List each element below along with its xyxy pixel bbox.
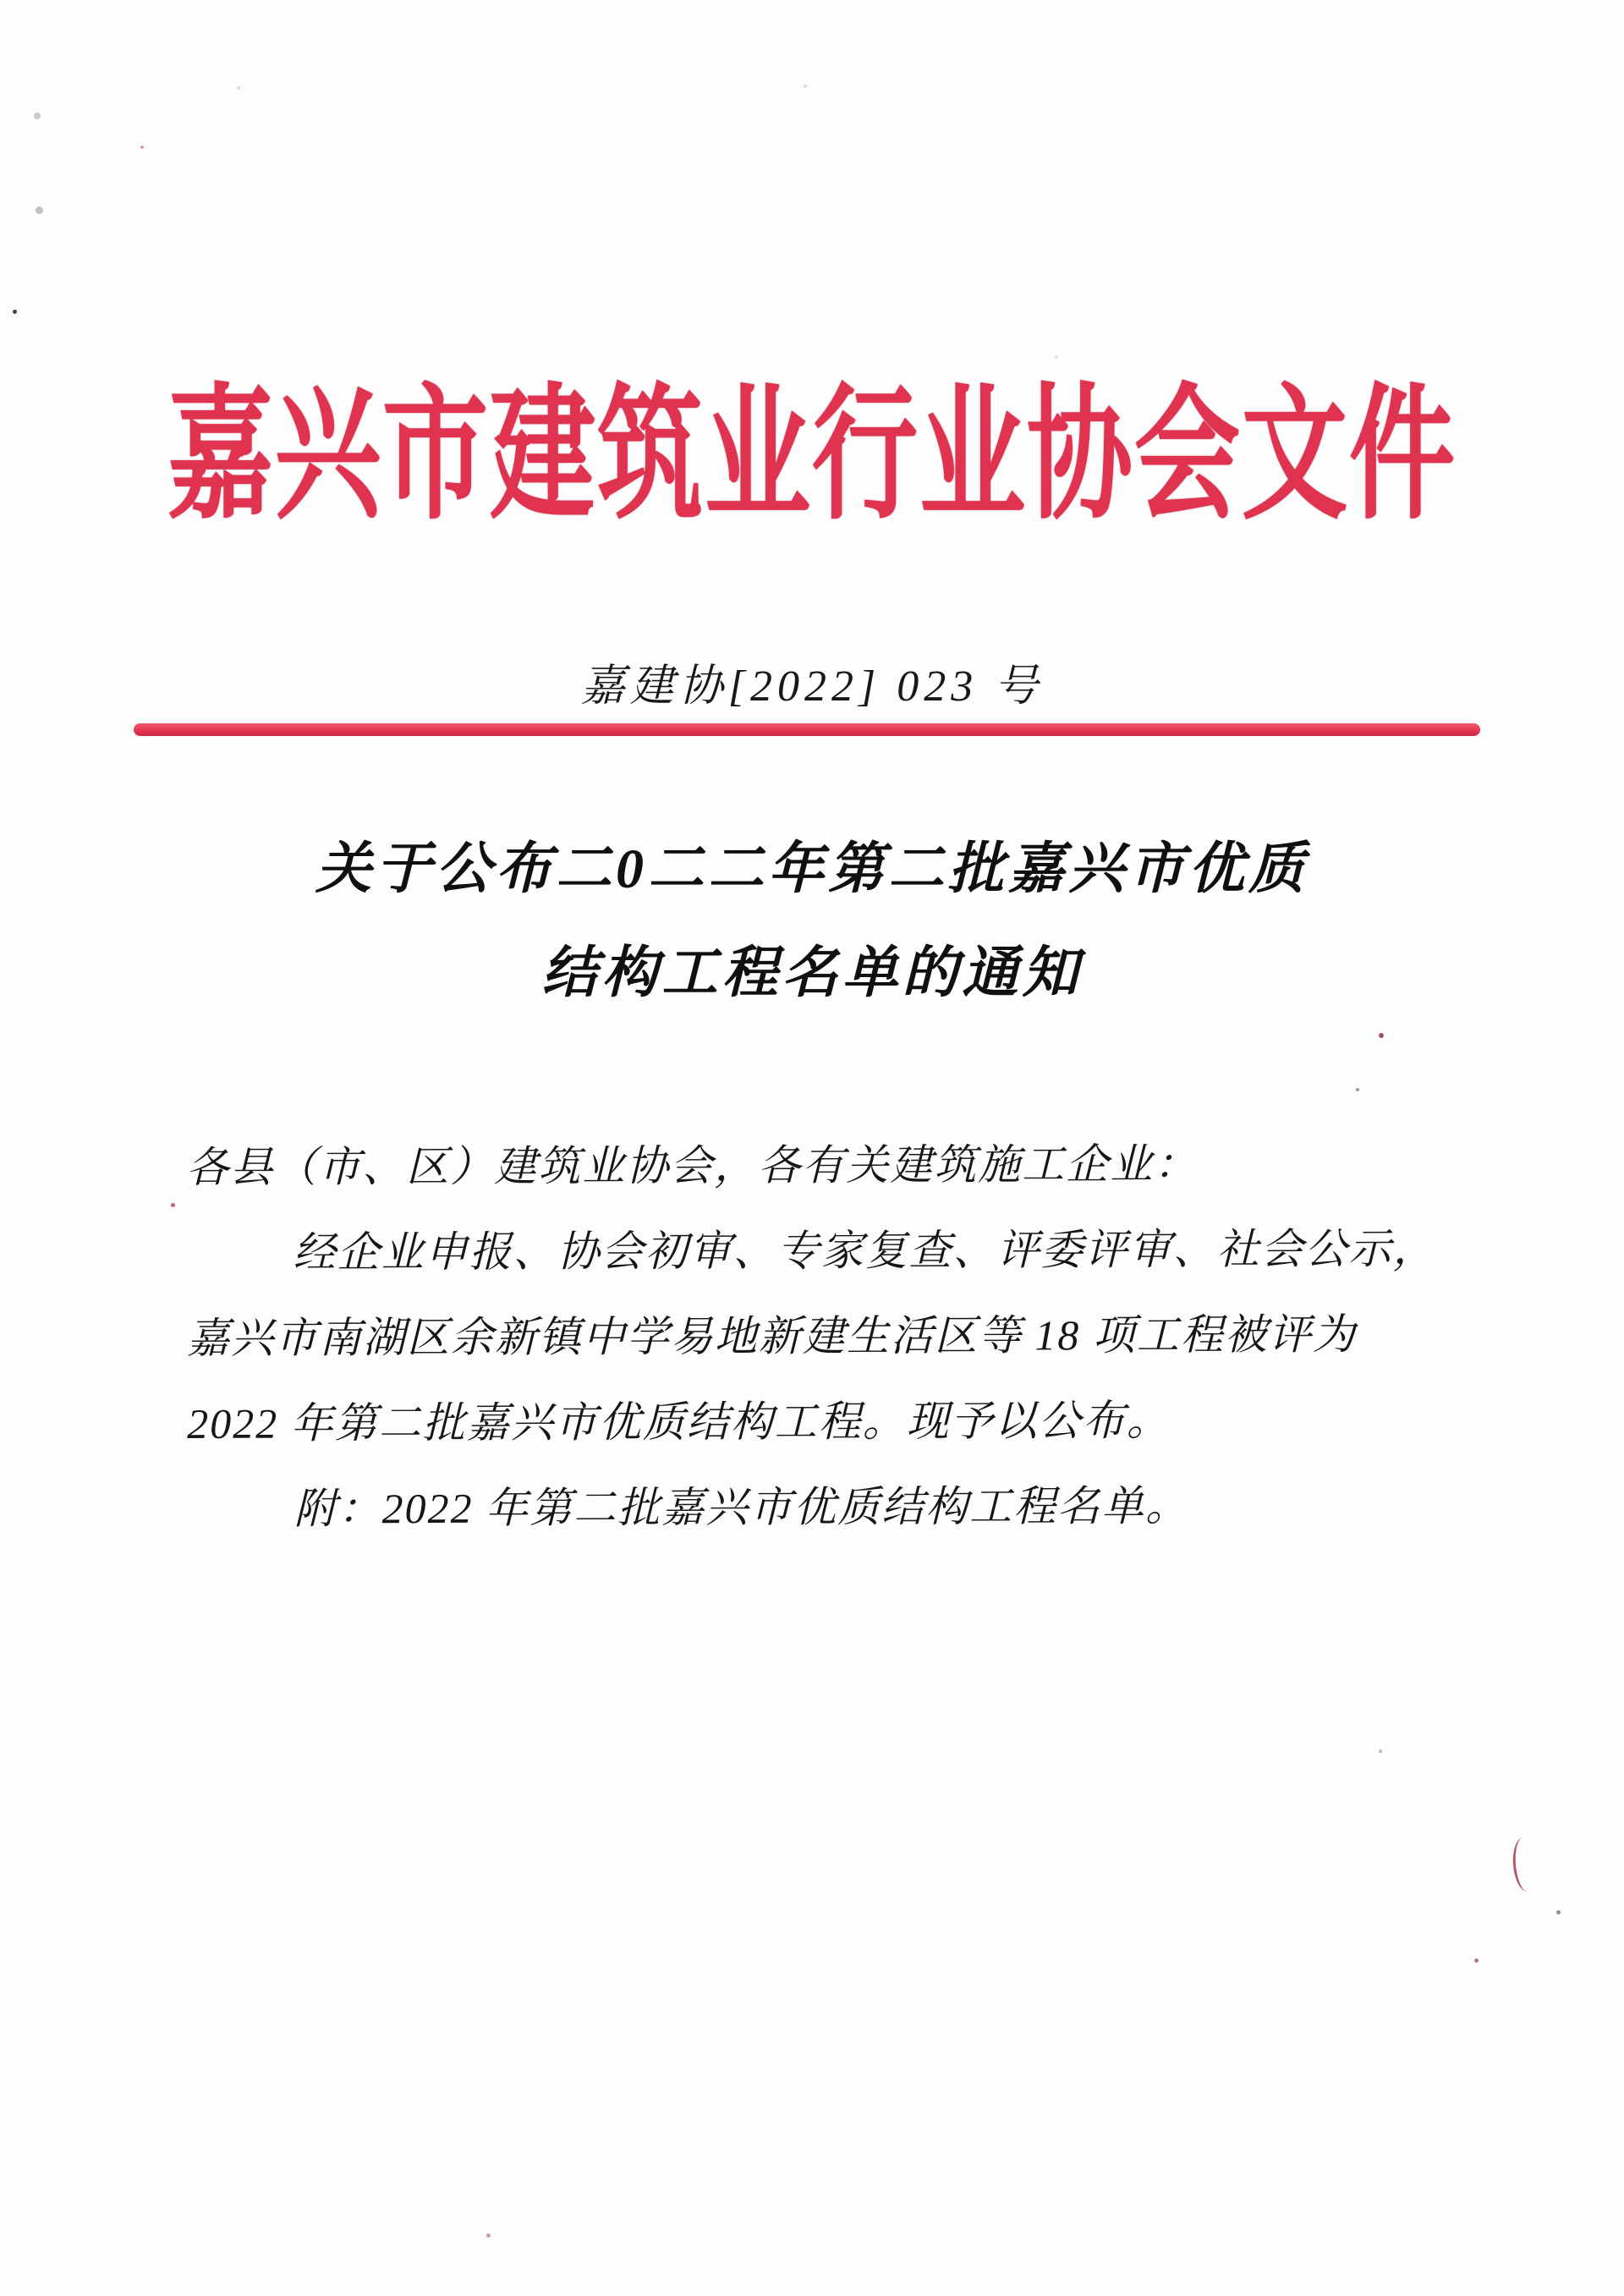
scan-speckle (804, 85, 807, 88)
body-line-salutation: 各县（市、区）建筑业协会，各有关建筑施工企业： (186, 1140, 1199, 1191)
body-line-attachment-note: 附：2022 年第二批嘉兴市优质结构工程名单。 (294, 1481, 1190, 1533)
scan-speckle (13, 310, 17, 314)
red-separator-rule (134, 723, 1480, 736)
scan-speckle (34, 113, 41, 119)
org-banner-title: 嘉兴市建筑业行业协会文件 (167, 376, 1457, 538)
body-line-paragraph-end: 2022 年第二批嘉兴市优质结构工程。现予以公布。 (187, 1396, 1171, 1447)
scan-speckle (486, 2233, 491, 2238)
scan-paren-artifact (1511, 1837, 1539, 1892)
notice-title-line-1: 关于公布二0二二年第二批嘉兴市优质 (315, 838, 1309, 900)
scan-speckle (1474, 1958, 1479, 1963)
notice-title-line-2: 结构工程名单的通知 (541, 942, 1083, 1004)
scan-speckle (36, 206, 43, 214)
scan-speckle (1379, 1033, 1384, 1038)
body-line-paragraph-start: 经企业申报、协会初审、专家复查、评委评审、社会公示， (293, 1224, 1437, 1277)
notice-title (0, 817, 1624, 1025)
scan-speckle (140, 146, 144, 149)
scan-speckle (237, 86, 240, 90)
scan-speckle (1356, 1088, 1359, 1091)
body-line-paragraph-continued: 嘉兴市南湖区余新镇中学易地新建生活区等 18 项工程被评为 (186, 1310, 1357, 1362)
doc-reference-number: 嘉建协[2022] 023 号 (580, 662, 1044, 711)
scan-speckle (1556, 1910, 1561, 1914)
notice-body (186, 1121, 1473, 1552)
scan-speckle (1379, 1749, 1382, 1753)
scan-speckle (171, 1203, 175, 1207)
